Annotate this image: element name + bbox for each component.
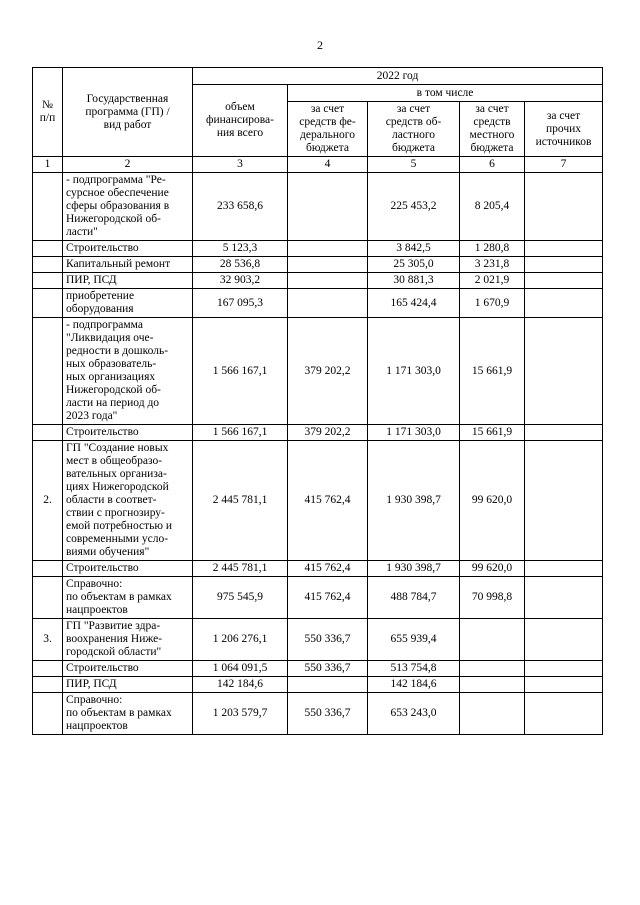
row-other (525, 677, 603, 693)
row-other (525, 693, 603, 735)
column-number: 1 (33, 157, 63, 173)
header-year: 2022 год (193, 68, 603, 85)
row-other (525, 619, 603, 661)
row-total: 167 095,3 (193, 289, 288, 318)
column-number: 7 (525, 157, 603, 173)
row-regional: 1 171 303,0 (368, 318, 460, 425)
row-other (525, 441, 603, 561)
header-col-local: за счет средств местного бюджета (460, 102, 525, 157)
row-federal: 550 336,7 (288, 693, 368, 735)
row-federal (288, 677, 368, 693)
row-local: 15 661,9 (460, 318, 525, 425)
table-row (33, 677, 603, 693)
row-name: Строительство (63, 561, 193, 577)
row-local: 99 620,0 (460, 441, 525, 561)
row-number (33, 561, 63, 577)
row-local: 99 620,0 (460, 561, 525, 577)
row-local: 8 205,4 (460, 173, 525, 241)
row-total: 1 566 167,1 (193, 318, 288, 425)
row-local (460, 619, 525, 661)
table-row (33, 257, 603, 273)
row-other (525, 318, 603, 425)
row-local: 1 670,9 (460, 289, 525, 318)
header-col-federal: за счет средств фе- дерального бюджета (288, 102, 368, 157)
row-regional: 1 171 303,0 (368, 425, 460, 441)
table-row (33, 441, 603, 561)
table-row (33, 619, 603, 661)
table-row (33, 273, 603, 289)
row-number (33, 425, 63, 441)
row-local (460, 693, 525, 735)
row-number (33, 173, 63, 241)
page-number: 2 (317, 38, 323, 52)
row-federal: 550 336,7 (288, 619, 368, 661)
row-local: 15 661,9 (460, 425, 525, 441)
row-name: Строительство (63, 661, 193, 677)
budget-table (32, 67, 603, 735)
row-local: 2 021,9 (460, 273, 525, 289)
row-name: - подпрограмма "Ликвидация оче- редности в дошколь- ных образователь- ных организациях Нижегородской об- ласти на период до 2023 года" (63, 318, 193, 425)
row-total: 2 445 781,1 (193, 561, 288, 577)
row-number (33, 318, 63, 425)
row-total: 1 064 091,5 (193, 661, 288, 677)
row-regional: 488 784,7 (368, 577, 460, 619)
row-other (525, 289, 603, 318)
table-row (33, 661, 603, 677)
row-total: 142 184,6 (193, 677, 288, 693)
row-federal: 415 762,4 (288, 441, 368, 561)
table-row (33, 173, 603, 241)
row-other (525, 425, 603, 441)
row-regional: 1 930 398,7 (368, 561, 460, 577)
row-number (33, 257, 63, 273)
row-regional: 30 881,3 (368, 273, 460, 289)
row-number (33, 677, 63, 693)
table-row (33, 693, 603, 735)
row-regional: 513 754,8 (368, 661, 460, 677)
row-total: 28 536,8 (193, 257, 288, 273)
header-col-regional: за счет средств об- ластного бюджета (368, 102, 460, 157)
row-name: приобретение оборудования (63, 289, 193, 318)
column-numbers-row (33, 157, 603, 173)
row-total: 5 123,3 (193, 241, 288, 257)
row-federal: 379 202,2 (288, 318, 368, 425)
row-name: Капитальный ремонт (63, 257, 193, 273)
row-regional: 165 424,4 (368, 289, 460, 318)
row-regional: 1 930 398,7 (368, 441, 460, 561)
column-number: 3 (193, 157, 288, 173)
header-in-total: в том числе (288, 85, 603, 102)
column-number: 4 (288, 157, 368, 173)
row-total: 975 545,9 (193, 577, 288, 619)
column-number: 5 (368, 157, 460, 173)
row-other (525, 273, 603, 289)
row-total: 233 658,6 (193, 173, 288, 241)
table-row (33, 577, 603, 619)
row-name: ПИР, ПСД (63, 677, 193, 693)
row-total: 1 206 276,1 (193, 619, 288, 661)
row-name: Строительство (63, 241, 193, 257)
row-regional: 3 842,5 (368, 241, 460, 257)
row-federal: 415 762,4 (288, 577, 368, 619)
row-name: ПИР, ПСД (63, 273, 193, 289)
row-name: Справочно: по объектам в рамках нацпроектов (63, 577, 193, 619)
row-local: 1 280,8 (460, 241, 525, 257)
row-federal: 550 336,7 (288, 661, 368, 677)
row-other (525, 257, 603, 273)
row-name: Справочно: по объектам в рамках нацпроектов (63, 693, 193, 735)
row-total: 32 903,2 (193, 273, 288, 289)
row-number: 2. (33, 441, 63, 561)
row-number (33, 289, 63, 318)
row-other (525, 241, 603, 257)
row-regional: 653 243,0 (368, 693, 460, 735)
table-row (33, 425, 603, 441)
row-name: ГП "Развитие здра- воохранения Ниже- городской области" (63, 619, 193, 661)
column-number: 2 (63, 157, 193, 173)
row-total: 1 566 167,1 (193, 425, 288, 441)
row-other (525, 577, 603, 619)
row-regional: 25 305,0 (368, 257, 460, 273)
row-total: 1 203 579,7 (193, 693, 288, 735)
row-other (525, 173, 603, 241)
row-federal (288, 289, 368, 318)
table-row (33, 241, 603, 257)
header-col-program: Государственная программа (ГП) / вид работ (63, 68, 193, 157)
table-row (33, 289, 603, 318)
header-col-other: за счет прочих источников (525, 102, 603, 157)
row-number (33, 577, 63, 619)
row-federal: 415 762,4 (288, 561, 368, 577)
row-other (525, 661, 603, 677)
row-name: Строительство (63, 425, 193, 441)
row-federal (288, 241, 368, 257)
row-local: 3 231,8 (460, 257, 525, 273)
row-local: 70 998,8 (460, 577, 525, 619)
header-col-total: объем финансирова- ния всего (193, 85, 288, 157)
row-local (460, 677, 525, 693)
row-federal (288, 273, 368, 289)
row-number (33, 661, 63, 677)
table-row (33, 561, 603, 577)
header-col-no: № п/п (33, 68, 63, 157)
row-federal: 379 202,2 (288, 425, 368, 441)
row-regional: 225 453,2 (368, 173, 460, 241)
row-local (460, 661, 525, 677)
row-regional: 655 939,4 (368, 619, 460, 661)
row-federal (288, 173, 368, 241)
row-federal (288, 257, 368, 273)
row-other (525, 561, 603, 577)
table-row (33, 318, 603, 425)
column-number: 6 (460, 157, 525, 173)
row-regional: 142 184,6 (368, 677, 460, 693)
row-number: 3. (33, 619, 63, 661)
row-name: ГП "Создание новых мест в общеобразо- вательных организа- циях Нижегородской области в соответ- ствии с прогнозиру- емой потребностью и современными усло- виями обучения" (63, 441, 193, 561)
row-total: 2 445 781,1 (193, 441, 288, 561)
row-number (33, 273, 63, 289)
row-number (33, 693, 63, 735)
row-number (33, 241, 63, 257)
row-name: - подпрограмма "Ре- сурсное обеспечение сферы образования в Нижегородской об- ласти" (63, 173, 193, 241)
